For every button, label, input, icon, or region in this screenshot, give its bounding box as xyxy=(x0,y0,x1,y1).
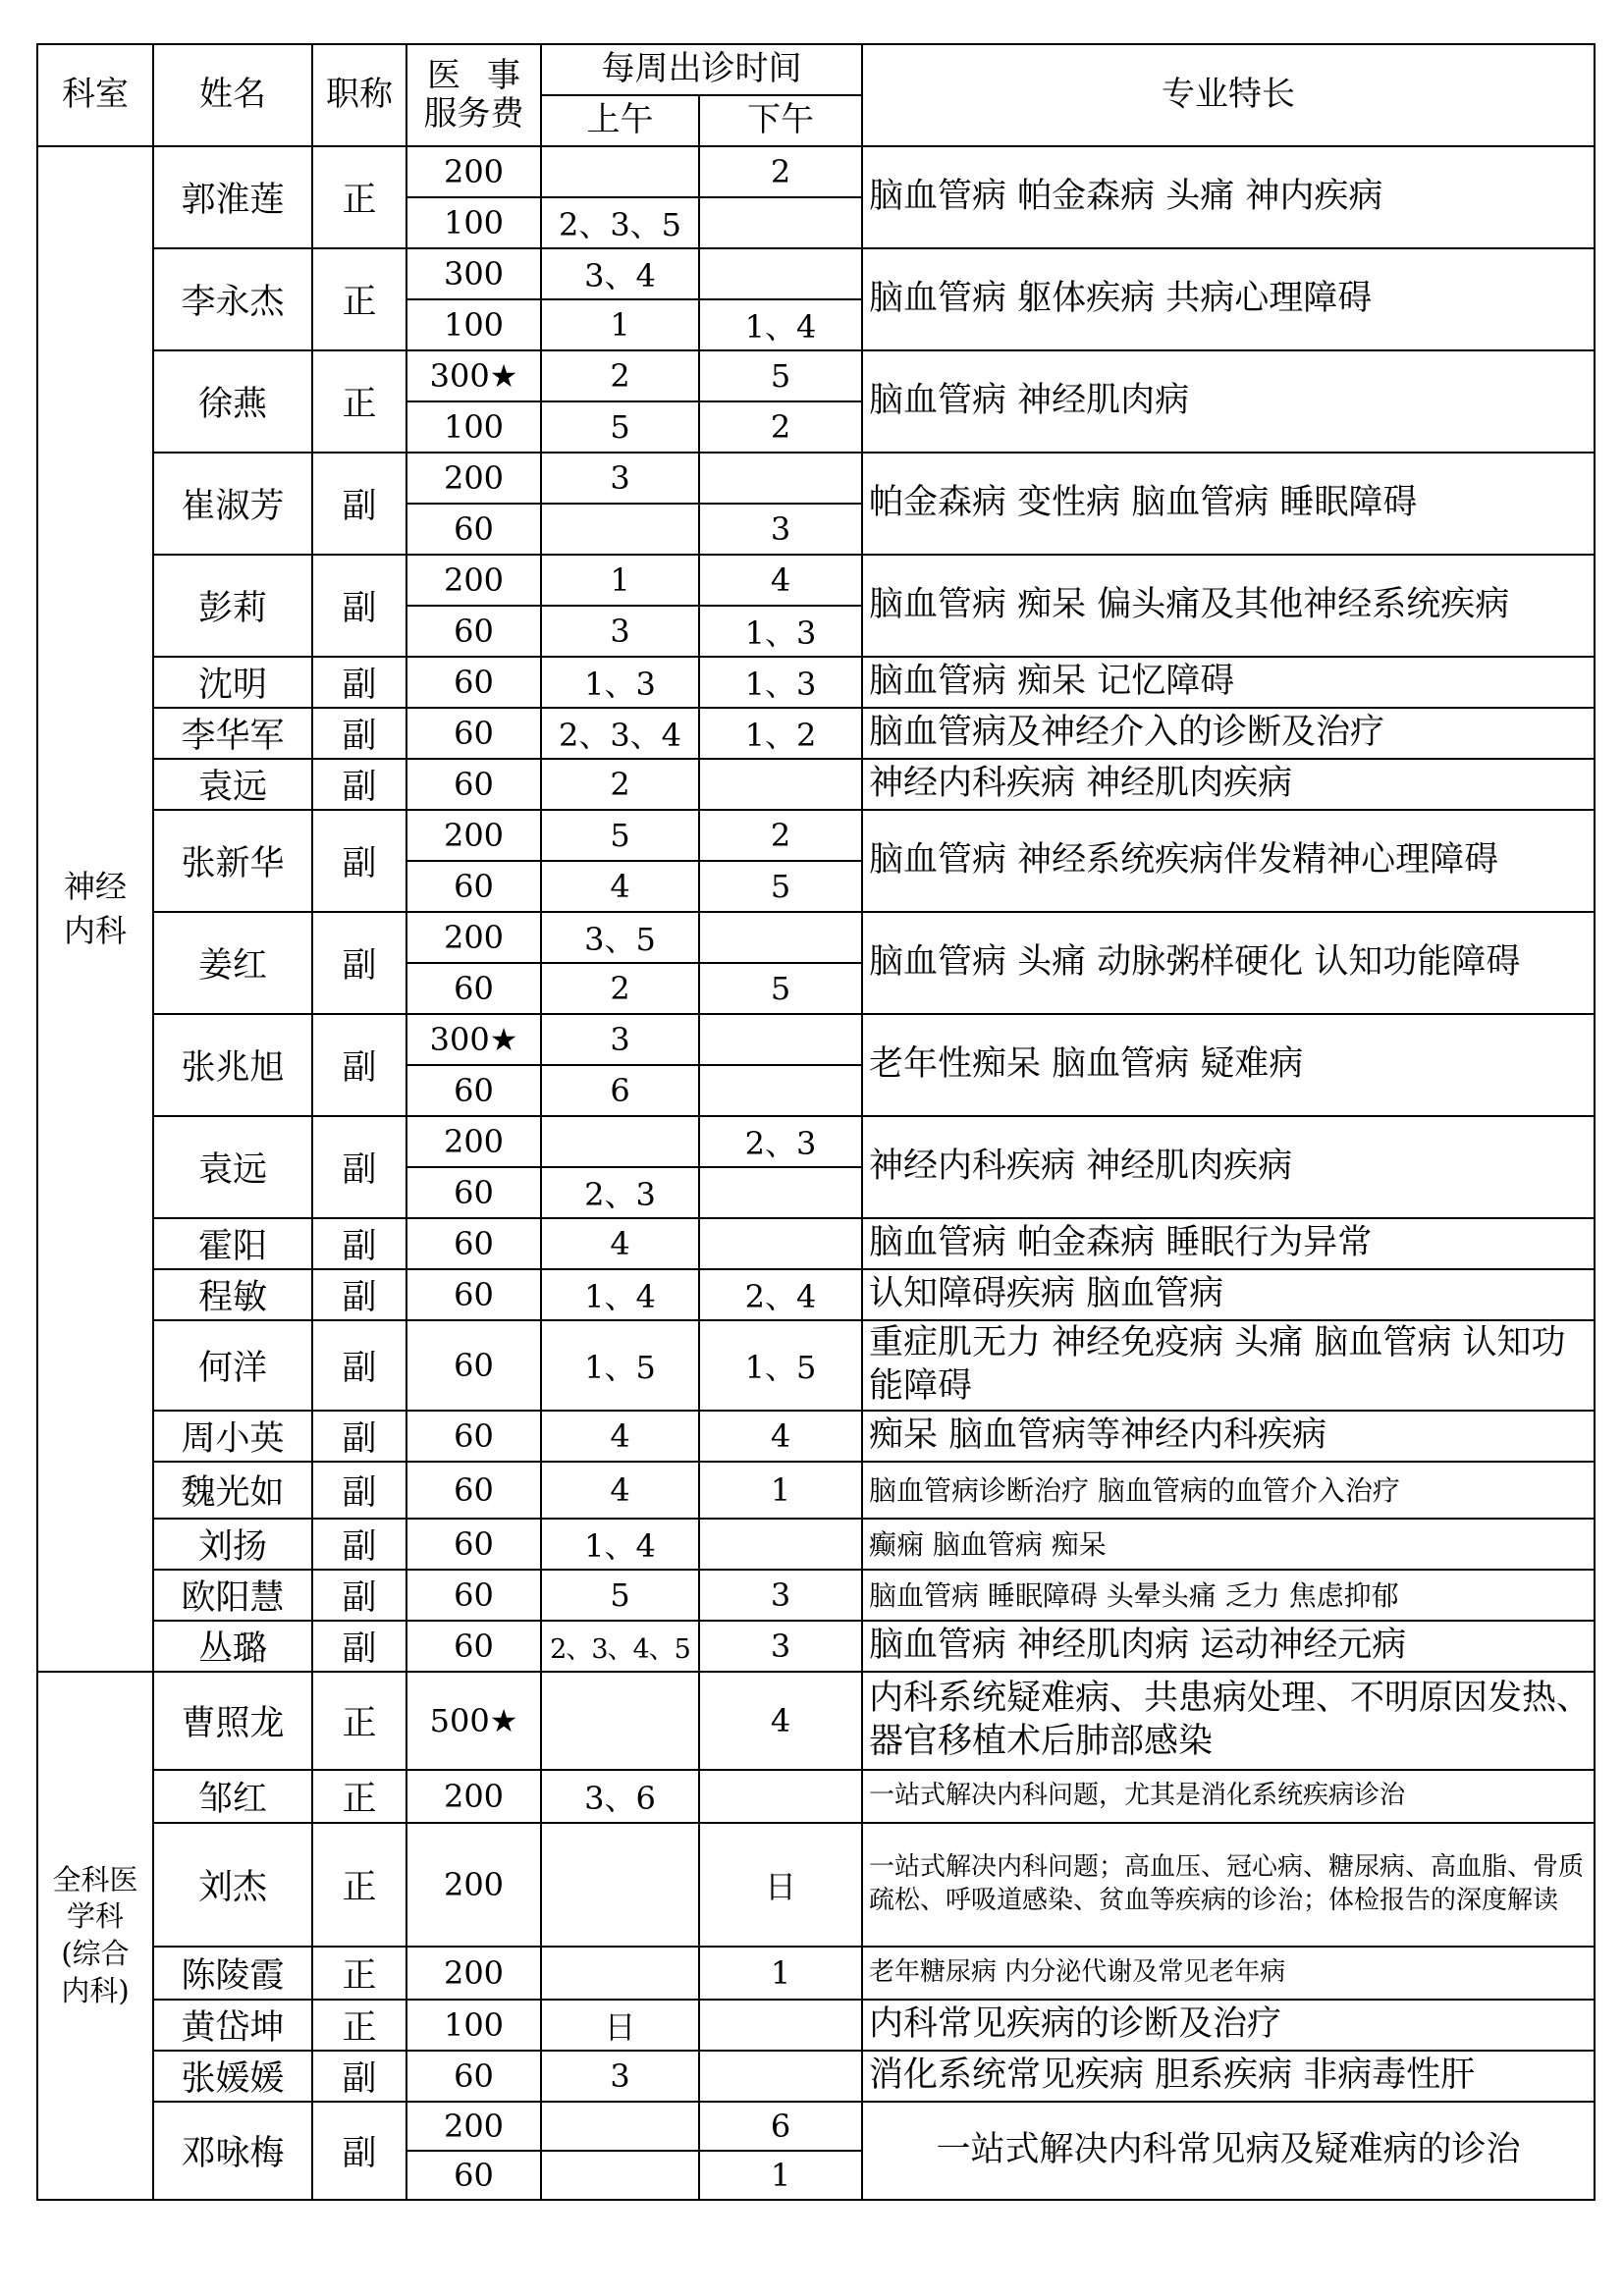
header-specialty: 专业特长 xyxy=(862,44,1595,146)
specialty-cell: 脑血管病 痴呆 记忆障碍 xyxy=(862,657,1595,708)
am-cell xyxy=(541,2151,699,2200)
fee-cell: 200 xyxy=(406,2102,541,2151)
table-row xyxy=(37,1269,1595,1320)
pm-cell: 4 xyxy=(699,1411,862,1462)
doctor-title: 副 xyxy=(312,1621,406,1672)
doctor-title: 副 xyxy=(312,1320,406,1411)
table-row xyxy=(37,1823,1595,1947)
header-row-1 xyxy=(37,44,1595,95)
fee-cell: 100 xyxy=(406,401,541,453)
fee-cell: 60 xyxy=(406,1519,541,1570)
doctor-title: 副 xyxy=(312,1014,406,1116)
am-cell xyxy=(541,1947,699,2000)
doctor-title: 正 xyxy=(312,1672,406,1770)
pm-cell: 5 xyxy=(699,350,862,401)
pm-cell: 6 xyxy=(699,2102,862,2151)
fee-cell: 200 xyxy=(406,146,541,197)
table-row xyxy=(37,1519,1595,1570)
doctor-name: 霍阳 xyxy=(153,1218,312,1269)
table-row xyxy=(37,2051,1595,2102)
pm-cell xyxy=(699,1065,862,1116)
doctor-name: 郭淮莲 xyxy=(153,146,312,248)
table-row xyxy=(37,1411,1595,1462)
doctor-title: 副 xyxy=(312,453,406,555)
am-cell: 4 xyxy=(541,861,699,912)
pm-cell: 1、3 xyxy=(699,606,862,657)
doctor-title: 正 xyxy=(312,2000,406,2051)
doctor-title: 正 xyxy=(312,248,406,350)
am-cell xyxy=(541,1116,699,1167)
specialty-cell: 癫痫 脑血管病 痴呆 xyxy=(862,1519,1595,1570)
fee-cell: 200 xyxy=(406,1823,541,1947)
pm-cell: 5 xyxy=(699,963,862,1014)
specialty-cell: 老年性痴呆 脑血管病 疑难病 xyxy=(862,1014,1595,1116)
doctor-title: 副 xyxy=(312,2102,406,2200)
pm-cell: 2 xyxy=(699,810,862,861)
department-name-line: 内科 xyxy=(63,912,127,949)
pm-cell: 3 xyxy=(699,1621,862,1672)
am-cell: 1、4 xyxy=(541,1519,699,1570)
table-row xyxy=(37,1462,1595,1519)
doctor-name: 曹照龙 xyxy=(153,1672,312,1770)
doctor-name: 崔淑芳 xyxy=(153,453,312,555)
fee-cell: 60 xyxy=(406,1167,541,1218)
am-cell: 3、6 xyxy=(541,1770,699,1823)
specialty-cell: 帕金森病 变性病 脑血管病 睡眠障碍 xyxy=(862,453,1595,555)
doctor-title: 副 xyxy=(312,759,406,810)
am-cell: 2、3 xyxy=(541,1167,699,1218)
specialty-cell: 脑血管病 躯体疾病 共病心理障碍 xyxy=(862,248,1595,350)
fee-cell: 60 xyxy=(406,1411,541,1462)
specialty-cell: 一站式解决内科问题，尤其是消化系统疾病诊治 xyxy=(862,1770,1595,1823)
fee-cell: 200 xyxy=(406,1770,541,1823)
pm-cell: 5 xyxy=(699,861,862,912)
header-title: 职称 xyxy=(312,44,406,146)
am-cell: 3 xyxy=(541,606,699,657)
doctor-name: 欧阳慧 xyxy=(153,1570,312,1621)
table-row xyxy=(37,453,1595,504)
doctor-title: 副 xyxy=(312,708,406,759)
am-cell: 2、3、4 xyxy=(541,708,699,759)
table-row xyxy=(37,1320,1595,1411)
am-cell: 2、3、4、5 xyxy=(541,1621,699,1672)
fee-cell: 200 xyxy=(406,453,541,504)
department-cell xyxy=(37,1672,153,2200)
am-cell xyxy=(541,504,699,555)
fee-cell: 200 xyxy=(406,1947,541,2000)
fee-cell: 60 xyxy=(406,861,541,912)
specialty-cell: 脑血管病及神经介入的诊断及治疗 xyxy=(862,708,1595,759)
doctor-name: 刘扬 xyxy=(153,1519,312,1570)
am-cell: 5 xyxy=(541,810,699,861)
am-cell: 1、4 xyxy=(541,1269,699,1320)
specialty-cell: 认知障碍疾病 脑血管病 xyxy=(862,1269,1595,1320)
pm-cell xyxy=(699,1167,862,1218)
pm-cell: 2 xyxy=(699,401,862,453)
doctor-title: 副 xyxy=(312,1269,406,1320)
doctor-title: 副 xyxy=(312,1519,406,1570)
doctor-title: 副 xyxy=(312,912,406,1014)
am-cell: 1 xyxy=(541,555,699,606)
fee-cell: 300 xyxy=(406,248,541,299)
pm-cell: 日 xyxy=(699,1823,862,1947)
doctor-name: 李华军 xyxy=(153,708,312,759)
table-row xyxy=(37,1116,1595,1167)
doctor-name: 陈陵霞 xyxy=(153,1947,312,2000)
doctor-title: 副 xyxy=(312,1116,406,1218)
table-body xyxy=(37,146,1595,2200)
specialty-cell: 脑血管病 帕金森病 睡眠行为异常 xyxy=(862,1218,1595,1269)
fee-cell: 300★ xyxy=(406,1014,541,1065)
header-dept: 科室 xyxy=(37,44,153,146)
doctor-name: 袁远 xyxy=(153,759,312,810)
table-row xyxy=(37,146,1595,197)
pm-cell: 4 xyxy=(699,1672,862,1770)
fee-cell: 60 xyxy=(406,1621,541,1672)
doctor-name: 徐燕 xyxy=(153,350,312,453)
am-cell: 日 xyxy=(541,2000,699,2051)
fee-cell: 200 xyxy=(406,1116,541,1167)
pm-cell xyxy=(699,2051,862,2102)
pm-cell xyxy=(699,912,862,963)
doctor-title: 副 xyxy=(312,1462,406,1519)
specialty-cell: 脑血管病 神经系统疾病伴发精神心理障碍 xyxy=(862,810,1595,912)
fee-cell: 200 xyxy=(406,912,541,963)
table-row xyxy=(37,2102,1595,2151)
doctor-title: 副 xyxy=(312,657,406,708)
fee-cell: 60 xyxy=(406,708,541,759)
header-pm: 下午 xyxy=(699,95,862,146)
specialty-cell: 重症肌无力 神经免疫病 头痛 脑血管病 认知功能障碍 xyxy=(862,1320,1595,1411)
am-cell: 4 xyxy=(541,1411,699,1462)
pm-cell: 3 xyxy=(699,1570,862,1621)
fee-cell: 200 xyxy=(406,810,541,861)
doctor-title: 正 xyxy=(312,1823,406,1947)
schedule-sheet xyxy=(36,43,1594,2252)
table-row xyxy=(37,2000,1595,2051)
pm-cell: 1 xyxy=(699,1947,862,2000)
pm-cell xyxy=(699,2000,862,2051)
doctor-title: 副 xyxy=(312,1570,406,1621)
am-cell xyxy=(541,2102,699,2151)
pm-cell: 1、4 xyxy=(699,299,862,350)
pm-cell xyxy=(699,1770,862,1823)
table-row xyxy=(37,708,1595,759)
fee-cell: 60 xyxy=(406,1320,541,1411)
table-row xyxy=(37,1014,1595,1065)
specialty-cell: 一站式解决内科问题；高血压、冠心病、糖尿病、高血脂、骨质疏松、呼吸道感染、贫血等疾病的诊治；体检报告的深度解读 xyxy=(862,1823,1595,1947)
fee-cell: 60 xyxy=(406,606,541,657)
am-cell: 3 xyxy=(541,1014,699,1065)
doctor-name: 黄岱坤 xyxy=(153,2000,312,2051)
doctor-name: 李永杰 xyxy=(153,248,312,350)
clinic-schedule-table xyxy=(36,43,1596,2201)
am-cell: 5 xyxy=(541,1570,699,1621)
doctor-title: 正 xyxy=(312,146,406,248)
header-fee xyxy=(406,44,541,146)
header-am: 上午 xyxy=(541,95,699,146)
specialty-cell: 脑血管病 痴呆 偏头痛及其他神经系统疾病 xyxy=(862,555,1595,657)
doctor-name: 刘杰 xyxy=(153,1823,312,1947)
pm-cell xyxy=(699,759,862,810)
pm-cell xyxy=(699,197,862,248)
table-row xyxy=(37,1770,1595,1823)
doctor-name: 张新华 xyxy=(153,810,312,912)
specialty-cell: 消化系统常见疾病 胆系疾病 非病毒性肝 xyxy=(862,2051,1595,2102)
fee-cell: 200 xyxy=(406,555,541,606)
fee-cell: 100 xyxy=(406,197,541,248)
doctor-name: 邹红 xyxy=(153,1770,312,1823)
table-row xyxy=(37,248,1595,299)
doctor-name: 袁远 xyxy=(153,1116,312,1218)
am-cell: 3 xyxy=(541,453,699,504)
table-row xyxy=(37,912,1595,963)
am-cell: 2 xyxy=(541,350,699,401)
pm-cell: 1 xyxy=(699,1462,862,1519)
pm-cell: 4 xyxy=(699,555,862,606)
am-cell xyxy=(541,1823,699,1947)
am-cell: 3、5 xyxy=(541,912,699,963)
fee-cell: 60 xyxy=(406,504,541,555)
specialty-cell: 脑血管病 帕金森病 头痛 神内疾病 xyxy=(862,146,1595,248)
specialty-cell: 神经内科疾病 神经肌肉疾病 xyxy=(862,1116,1595,1218)
am-cell: 1、5 xyxy=(541,1320,699,1411)
pm-cell xyxy=(699,1519,862,1570)
fee-cell: 60 xyxy=(406,1570,541,1621)
am-cell: 3、4 xyxy=(541,248,699,299)
fee-cell: 60 xyxy=(406,1065,541,1116)
doctor-name: 张媛媛 xyxy=(153,2051,312,2102)
specialty-cell: 内科常见疾病的诊断及治疗 xyxy=(862,2000,1595,2051)
am-cell: 1 xyxy=(541,299,699,350)
pm-cell: 1、5 xyxy=(699,1320,862,1411)
pm-cell: 2、4 xyxy=(699,1269,862,1320)
doctor-name: 张兆旭 xyxy=(153,1014,312,1116)
pm-cell xyxy=(699,1014,862,1065)
doctor-name: 沈明 xyxy=(153,657,312,708)
specialty-cell: 痴呆 脑血管病等神经内科疾病 xyxy=(862,1411,1595,1462)
table-row xyxy=(37,1947,1595,2000)
table-row xyxy=(37,1621,1595,1672)
pm-cell: 3 xyxy=(699,504,862,555)
department-cell xyxy=(37,146,153,1672)
specialty-cell: 一站式解决内科常见病及疑难病的诊治 xyxy=(862,2102,1595,2200)
fee-cell: 100 xyxy=(406,299,541,350)
table-row xyxy=(37,657,1595,708)
fee-cell: 60 xyxy=(406,2051,541,2102)
department-name-line: 内科) xyxy=(61,1973,130,2007)
specialty-cell: 脑血管病诊断治疗 脑血管病的血管介入治疗 xyxy=(862,1462,1595,1519)
specialty-cell: 脑血管病 神经肌肉病 xyxy=(862,350,1595,453)
fee-cell: 60 xyxy=(406,657,541,708)
doctor-title: 副 xyxy=(312,555,406,657)
pm-cell: 2、3 xyxy=(699,1116,862,1167)
fee-cell: 60 xyxy=(406,1218,541,1269)
am-cell: 2 xyxy=(541,963,699,1014)
am-cell: 6 xyxy=(541,1065,699,1116)
table-row xyxy=(37,810,1595,861)
fee-cell: 500★ xyxy=(406,1672,541,1770)
department-name-line: 神经 xyxy=(63,868,127,906)
doctor-title: 副 xyxy=(312,2051,406,2102)
specialty-cell: 脑血管病 头痛 动脉粥样硬化 认知功能障碍 xyxy=(862,912,1595,1014)
doctor-name: 丛璐 xyxy=(153,1621,312,1672)
am-cell: 2 xyxy=(541,759,699,810)
specialty-cell: 老年糖尿病 内分泌代谢及常见老年病 xyxy=(862,1947,1595,2000)
doctor-name: 程敏 xyxy=(153,1269,312,1320)
fee-cell: 60 xyxy=(406,963,541,1014)
doctor-name: 周小英 xyxy=(153,1411,312,1462)
am-cell: 3 xyxy=(541,2051,699,2102)
table-row xyxy=(37,759,1595,810)
specialty-cell: 脑血管病 睡眠障碍 头晕头痛 乏力 焦虑抑郁 xyxy=(862,1570,1595,1621)
doctor-name: 何洋 xyxy=(153,1320,312,1411)
pm-cell: 2 xyxy=(699,146,862,197)
table-row xyxy=(37,1570,1595,1621)
am-cell xyxy=(541,146,699,197)
table-row xyxy=(37,1672,1595,1770)
doctor-title: 副 xyxy=(312,1218,406,1269)
doctor-title: 副 xyxy=(312,810,406,912)
am-cell: 1、3 xyxy=(541,657,699,708)
pm-cell: 1 xyxy=(699,2151,862,2200)
am-cell: 4 xyxy=(541,1218,699,1269)
pm-cell: 1、2 xyxy=(699,708,862,759)
specialty-cell: 脑血管病 神经肌肉病 运动神经元病 xyxy=(862,1621,1595,1672)
pm-cell xyxy=(699,453,862,504)
fee-cell: 60 xyxy=(406,1269,541,1320)
pm-cell: 1、3 xyxy=(699,657,862,708)
am-cell: 2、3、5 xyxy=(541,197,699,248)
header-fee-char-2: 事 xyxy=(487,55,520,95)
doctor-title: 正 xyxy=(312,1770,406,1823)
am-cell: 4 xyxy=(541,1462,699,1519)
fee-cell: 60 xyxy=(406,1462,541,1519)
doctor-title: 正 xyxy=(312,1947,406,2000)
department-name-line: 全科医 xyxy=(52,1862,138,1896)
am-cell: 5 xyxy=(541,401,699,453)
specialty-cell: 内科系统疑难病、共患病处理、不明原因发热、器官移植术后肺部感染 xyxy=(862,1672,1595,1770)
header-fee-char-1: 医 xyxy=(427,55,460,95)
doctor-title: 正 xyxy=(312,350,406,453)
header-schedule: 每周出诊时间 xyxy=(541,44,862,95)
doctor-name: 姜红 xyxy=(153,912,312,1014)
header-fee-line-2: 服务费 xyxy=(423,94,524,133)
table-row xyxy=(37,350,1595,401)
doctor-title: 副 xyxy=(312,1411,406,1462)
fee-cell: 300★ xyxy=(406,350,541,401)
doctor-name: 彭莉 xyxy=(153,555,312,657)
am-cell xyxy=(541,1672,699,1770)
fee-cell: 60 xyxy=(406,759,541,810)
pm-cell xyxy=(699,1218,862,1269)
pm-cell xyxy=(699,248,862,299)
fee-cell: 100 xyxy=(406,2000,541,2051)
specialty-cell: 神经内科疾病 神经肌肉疾病 xyxy=(862,759,1595,810)
department-name-line: 学科 xyxy=(66,1899,124,1934)
header-name: 姓名 xyxy=(153,44,312,146)
fee-cell: 60 xyxy=(406,2151,541,2200)
table-row xyxy=(37,1218,1595,1269)
doctor-name: 邓咏梅 xyxy=(153,2102,312,2200)
department-name-line: (综合 xyxy=(61,1937,130,1970)
doctor-name: 魏光如 xyxy=(153,1462,312,1519)
table-row xyxy=(37,555,1595,606)
